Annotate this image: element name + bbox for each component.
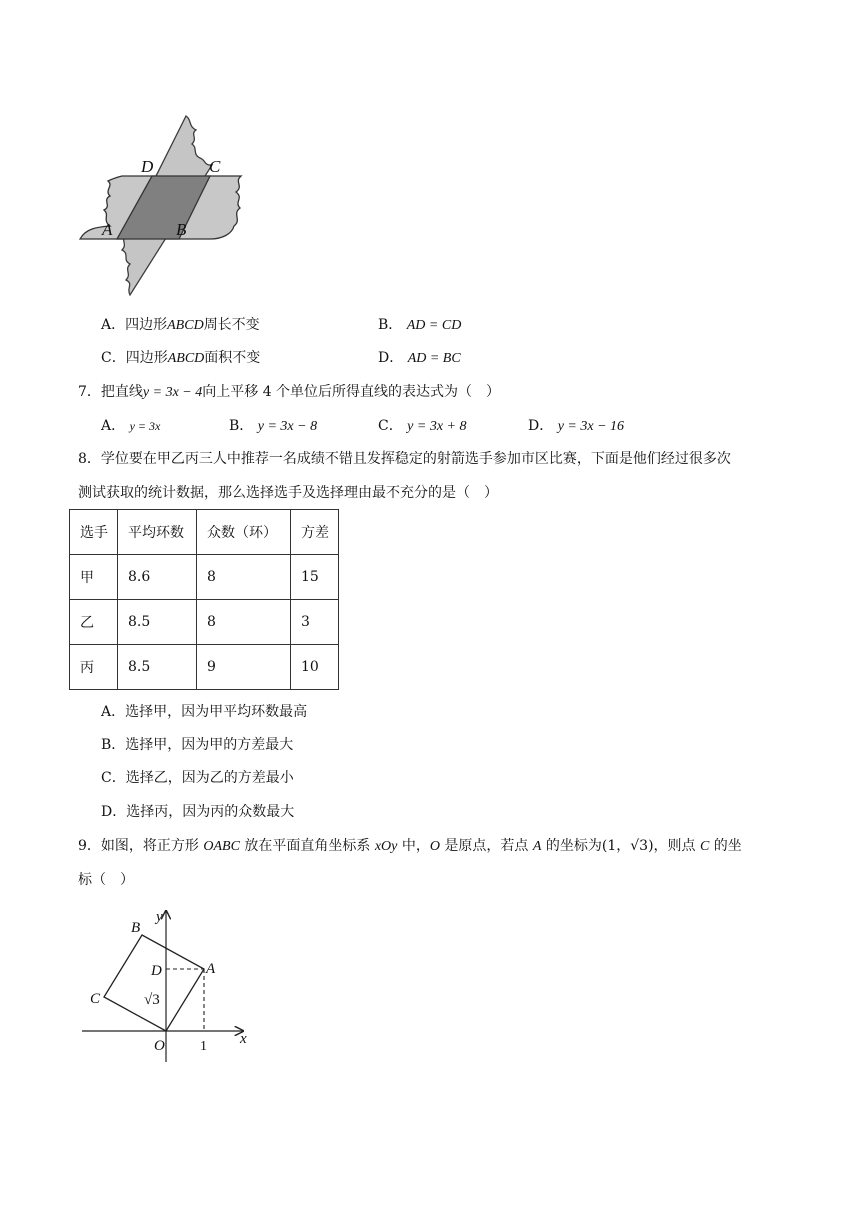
table-cell: 15 [291,555,339,600]
q9-stem-line2: 标（ ） [78,872,134,888]
label-D: D [151,963,162,979]
label-B: B [131,920,141,936]
table-header-cell: 众数（环） [197,510,291,555]
table-row [70,645,339,690]
q6-option-a[interactable]: A．四边形ABCD周长不变 [101,317,260,333]
label-D: D [141,157,154,176]
label-C: C [209,157,221,176]
label-y: y [156,909,163,925]
table-cell: 丙 [70,645,118,690]
table-cell: 8 [197,555,291,600]
label-x: x [240,1031,247,1047]
q7-option-d[interactable]: D． y = 3x − 16 [528,418,625,434]
table-cell: 9 [197,645,291,690]
square-oabc [104,935,204,1031]
table-cell: 8 [197,600,291,645]
q7-stem: 7．把直线y = 3x − 4向上平移 4 个单位后所得直线的表达式为（ ） [78,384,501,400]
table-cell: 3 [291,600,339,645]
q7-option-c[interactable]: C． y = 3x + 8 [378,418,467,434]
table-header-cell: 平均环数 [118,510,197,555]
label-sqrt3: √3 [144,992,160,1008]
table-cell: 8.6 [118,555,197,600]
table-row [70,555,339,600]
label-1: 1 [200,1039,207,1054]
table-cell: 8.5 [118,600,197,645]
parallelogram-planes-figure [76,110,248,300]
label-A: A [206,961,216,977]
table-header-row [70,510,339,555]
q9-stem-line1: 9．如图，将正方形 OABC 放在平面直角坐标系 xOy 中，O 是原点，若点 A 的坐标为(1，√3)，则点 C 的坐 [78,838,742,854]
q8-option-b[interactable]: B．选择甲，因为甲的方差最大 [101,737,294,753]
table-header-cell: 方差 [291,510,339,555]
q8-stem-line1: 8．学位要在甲乙丙三人中推荐一名成绩不错且发挥稳定的射箭选手参加市区比赛，下面是他们经过很多次 [78,451,731,467]
table-cell: 8.5 [118,645,197,690]
q8-option-a[interactable]: A．选择甲，因为甲平均环数最高 [101,704,308,720]
coordinate-square-figure [80,905,255,1067]
q7-option-a[interactable]: A． y = 3x [101,418,161,434]
table-cell: 甲 [70,555,118,600]
table-cell: 乙 [70,600,118,645]
q6-option-b[interactable]: B． AD = CD [378,317,462,333]
q6-option-d[interactable]: D． AD = BC [378,350,461,366]
label-A: A [102,220,113,239]
table-cell: 10 [291,645,339,690]
label-O: O [154,1038,165,1054]
q8-option-c[interactable]: C．选择乙，因为乙的方差最小 [101,770,294,786]
q6-option-c[interactable]: C．四边形ABCD面积不变 [101,350,261,366]
label-B: B [176,220,187,239]
label-C: C [90,991,101,1007]
table-row [70,600,339,645]
q8-stem-line2: 测试获取的统计数据，那么选择选手及选择理由最不充分的是（ ） [78,485,498,501]
q8-option-d[interactable]: D．选择丙，因为丙的众数最大 [101,804,295,820]
table-header-cell: 选手 [70,510,118,555]
q7-option-b[interactable]: B． y = 3x − 8 [229,418,318,434]
stats-table [69,509,339,690]
